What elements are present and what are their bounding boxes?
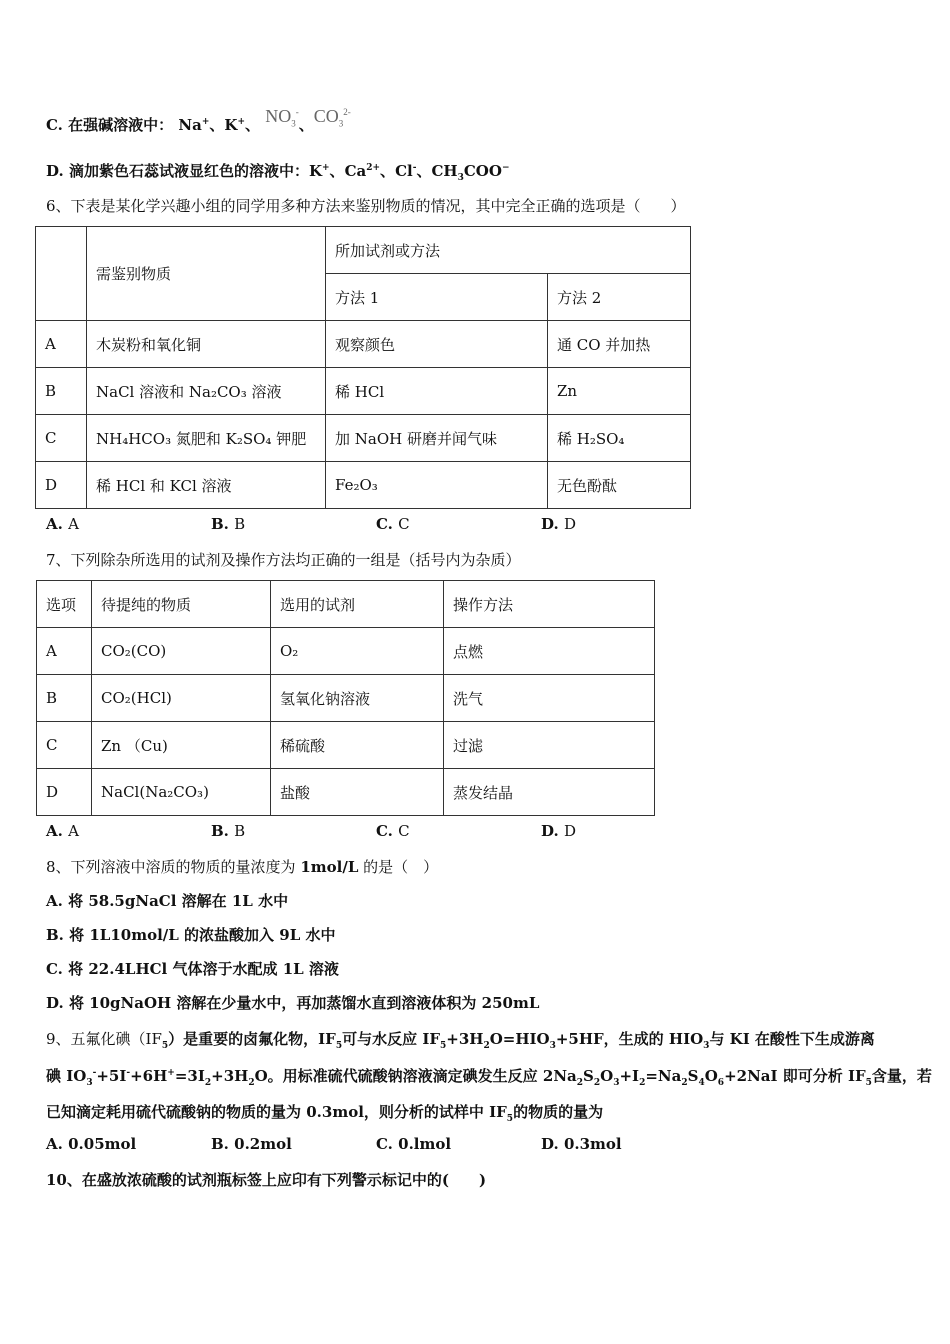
row-method1: Fe₂O₃ (326, 462, 548, 509)
ion-charge: + (201, 117, 210, 127)
nitrate-ion-image: $NO_3^-$ (265, 106, 299, 129)
table-row (36, 462, 691, 509)
stem-text: 的是（ ） (363, 858, 439, 876)
q9-stem-line1: 9、五氟化碘$(IF_5)$是重要的卤氟化物，$IF_5$可与水反应 $IF_5+3H_2O=HIO_3+5HF$，生成的 $HIO_3$与 KI 在酸性下生成游离 (46, 1030, 875, 1051)
choice-a[interactable]: A. A (46, 515, 79, 533)
q5-option-d: D. 滴加紫色石蕊试液显红色的溶液中：K+、$Ca^{2+}$、Cl-、$CH_3COO^-$ (46, 162, 510, 183)
table-row (36, 415, 691, 462)
table-row (36, 321, 691, 368)
row-method1: 加 NaOH 研磨并闻气味 (326, 415, 548, 462)
row-option: A (36, 321, 87, 368)
row-method1: 稀 HCl (326, 368, 548, 415)
header-reagent: 选用的试剂 (271, 581, 444, 628)
row-method2: Zn (548, 368, 691, 415)
row-option: C (36, 415, 87, 462)
row-option: A (37, 628, 92, 675)
q6-stem: 6、下表是某化学兴趣小组的同学用多种方法来鉴别物质的情况，其中完全正确的选项是（ ） (46, 197, 686, 215)
row-reagent: 盐酸 (271, 769, 444, 816)
ion-charge: + (237, 117, 245, 127)
row-method: 点燃 (444, 628, 655, 675)
row-reagent: 稀硫酸 (271, 722, 444, 769)
q8-option-a[interactable]: A. 将 58.5gNaCl 溶解在 1L 水中 (46, 892, 289, 910)
separator: 、 (209, 116, 225, 134)
row-substance: Zn （Cu) (92, 722, 271, 769)
row-method2: 通 CO 并加热 (548, 321, 691, 368)
row-substance: NaCl(Na₂CO₃) (92, 769, 271, 816)
q8-option-d[interactable]: D. 将 10gNaOH 溶解在少量水中，再加蒸馏水直到溶液体积为 250mL (46, 994, 540, 1012)
table-header-row (37, 581, 655, 628)
choice-c[interactable]: C. C (376, 515, 410, 533)
ion-na: Na (178, 116, 202, 134)
table-row (37, 675, 655, 722)
row-substance: NaCl 溶液和 Na₂CO₃ 溶液 (87, 368, 326, 415)
q5-option-c (46, 106, 351, 136)
choice-b[interactable]: B. B (211, 515, 246, 533)
row-method: 洗气 (444, 675, 655, 722)
q7-stem: 7、下列除杂所选用的试剂及操作方法均正确的一组是（括号内为杂质） (46, 551, 521, 569)
row-option: D (37, 769, 92, 816)
q8-stem (46, 856, 438, 878)
row-option: B (36, 368, 87, 415)
table-row (37, 628, 655, 675)
row-option: B (37, 675, 92, 722)
q7-choices (46, 822, 706, 840)
option-label: C. (46, 116, 63, 134)
q6-header-blank (36, 227, 87, 321)
header-option: 选项 (37, 581, 92, 628)
row-substance: 木炭粉和氧化铜 (87, 321, 326, 368)
choice-b[interactable]: B. B (211, 822, 246, 840)
choice-b[interactable]: B. 0.2mol (211, 1135, 292, 1153)
row-option: D (36, 462, 87, 509)
table-row (37, 722, 655, 769)
q8-option-b[interactable]: B. 将 1L10mol/L 的浓盐酸加入 9L 水中 (46, 926, 336, 944)
ion: Ca (344, 162, 367, 180)
separator: 、 (244, 116, 260, 134)
q6-choices (46, 515, 706, 533)
option-label: D. (46, 162, 64, 180)
table-row (37, 769, 655, 816)
q7-table (36, 580, 655, 816)
option-text: 滴加紫色石蕊试液显红色的溶液中： (68, 162, 309, 180)
row-method2: 稀 H₂SO₄ (548, 415, 691, 462)
row-substance: 稀 HCl 和 KCl 溶液 (87, 462, 326, 509)
q6-header-method2: 方法 2 (548, 274, 691, 321)
choice-d[interactable]: D. D (541, 515, 576, 533)
row-method: 过滤 (444, 722, 655, 769)
row-substance: NH₄HCO₃ 氮肥和 K₂SO₄ 钾肥 (87, 415, 326, 462)
choice-a[interactable]: A. 0.05mol (46, 1135, 137, 1153)
choice-c[interactable]: C. C (376, 822, 410, 840)
row-reagent: 氢氧化钠溶液 (271, 675, 444, 722)
row-method: 蒸发结晶 (444, 769, 655, 816)
choice-c[interactable]: C. 0.lmol (376, 1135, 452, 1153)
row-option: C (37, 722, 92, 769)
q6-header-methods: 所加试剂或方法 (326, 227, 691, 274)
row-method1: 观察颜色 (326, 321, 548, 368)
choice-a[interactable]: A. A (46, 822, 79, 840)
q8-option-c[interactable]: C. 将 22.4LHCl 气体溶于水配成 1L 溶液 (46, 960, 339, 978)
q10-stem: 10、在盛放浓硫酸的试剂瓶标签上应印有下列警示标记中的( ) (46, 1171, 487, 1189)
row-substance: CO₂(HCl) (92, 675, 271, 722)
q9-stem-line3: 已知滴定耗用硫代硫酸钠的物质的量为 0.3mol，则分析的试样中 $IF_5$的物质的量为 (46, 1103, 604, 1124)
carbonate-ion-image: $CO_3^{2-}$ (313, 106, 351, 129)
q6-header-method1: 方法 1 (326, 274, 548, 321)
header-substance: 待提纯的物质 (92, 581, 271, 628)
row-method2: 无色酚酞 (548, 462, 691, 509)
row-substance: CO₂(CO) (92, 628, 271, 675)
choice-d[interactable]: D. 0.3mol (541, 1135, 622, 1153)
separator: 、 (298, 116, 314, 134)
choice-d[interactable]: D. D (541, 822, 576, 840)
row-reagent: O₂ (271, 628, 444, 675)
option-text: 在强碱溶液中： (68, 116, 174, 134)
stem-concentration: 1mol/L (300, 858, 359, 876)
ion: CH (431, 162, 458, 180)
table-row (36, 368, 691, 415)
q6-table (35, 226, 691, 509)
q6-header-substance: 需鉴别物质 (87, 227, 326, 321)
q9-choices (46, 1135, 706, 1153)
header-method: 操作方法 (444, 581, 655, 628)
ion-k: K (224, 116, 238, 134)
ion: K (308, 162, 322, 180)
q9-stem-line2: 碘 $IO_3^-+5I^-+6H^+=3I_2+3H_2O$。用标准硫代硫酸钠溶液滴定碘发生反应 $2Na_2S_2O_3+I_2=Na_2S_4O_6+2NaI$ 即可分析 $IF_5$含量，若 (46, 1067, 932, 1088)
stem-text: 8、下列溶液中溶质的物质的量浓度为 (46, 858, 296, 876)
ion: Cl (395, 162, 413, 180)
